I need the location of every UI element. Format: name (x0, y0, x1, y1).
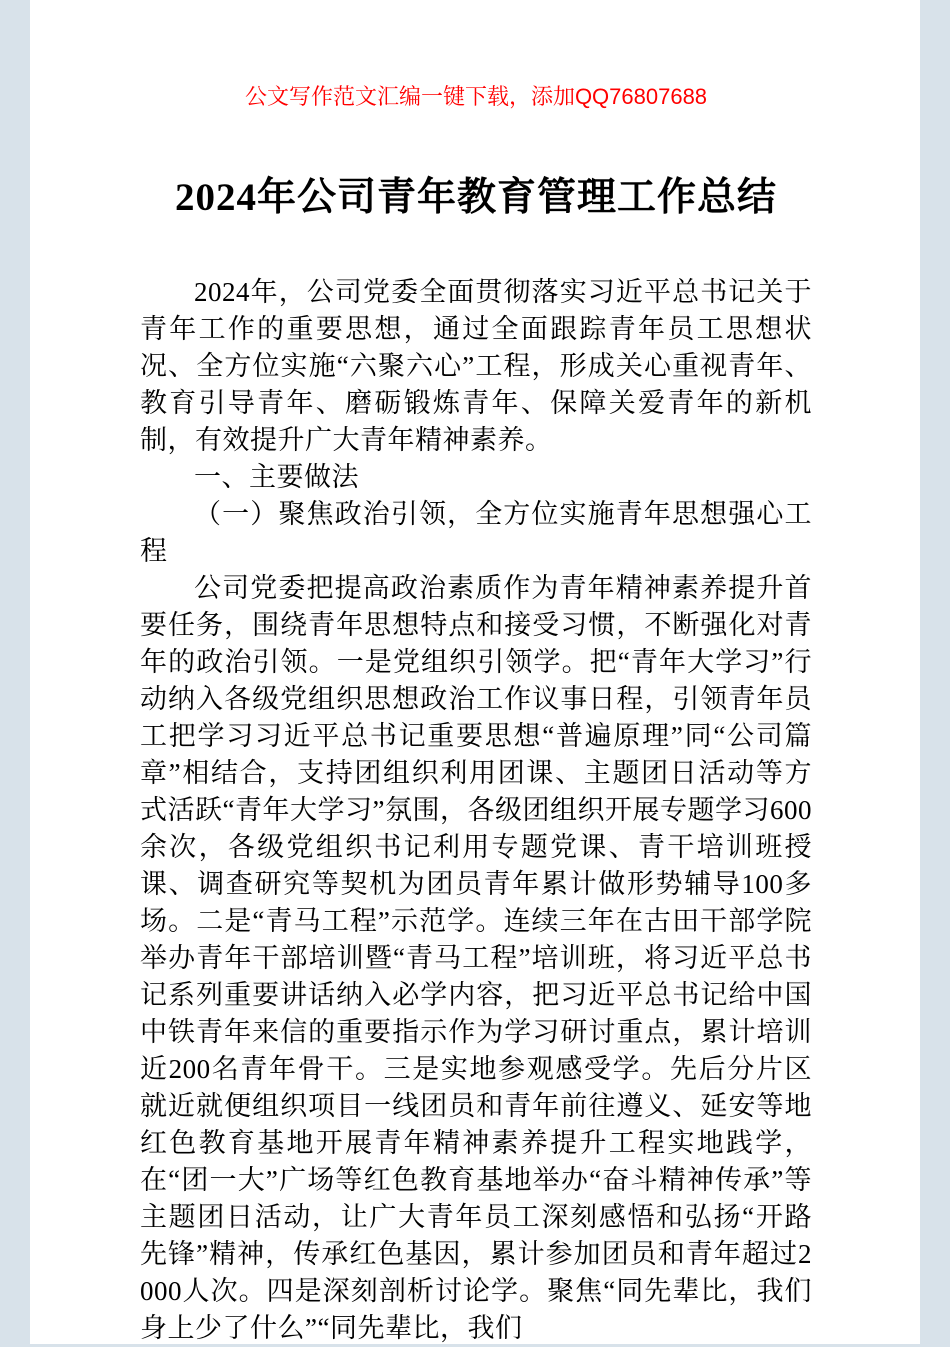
intro-paragraph: 2024年，公司党委全面贯彻落实习近平总书记关于青年工作的重要思想，通过全面跟踪青年员工思想状况、全方位实施“六聚六心”工程，形成关心重视青年、教育引导青年、磨砺锻炼青年、保障关爱青年的新机制，有效提升广大青年精神素养。 (140, 277, 812, 455)
body-paragraph: 公司党委把提高政治素质作为青年精神素养提升首要任务，围绕青年思想特点和接受习惯，不断强化对青年的政治引领。一是党组织引领学。把“青年大学习”行动纳入各级党组织思想政治工作议事日程，引领青年员工把学习习近平总书记重要思想“普遍原理”同“公司篇章”相结合，支持团组织利用团课、主题团日活动等方式活跃“青年大学习”氛围，各级团组织开展专题学习600余次，各级党组织书记利用专题党课、青干培训班授课、调查研究等契机为团员青年累计做形势辅导100多场。二是“青马工程”示范学。连续三年在古田干部学院举办青年干部培训暨“青马工程”培训班，将习近平总书记系列重要讲话纳入必学内容，把习近平总书记给中国中铁青年来信的重要指示作为学习研讨重点，累计培训近200名青年骨干。三是实地参观感受学。先后分片区就近就便组织项目一线团员和青年前往遵义、延安等地红色教育基地开展青年精神素养提升工程实地践学，在“团一大”广场等红色教育基地举办“奋斗精神传承”等主题团日活动，让广大青年员工深刻感悟和弘扬“开路先锋”精神，传承红色基因，累计参加团员和青年超过2000人次。四是深刻剖析讨论学。聚焦“同先辈比，我们身上少了什么”“同先辈比，我们 (140, 573, 812, 1343)
promo-notice: 公文写作范文汇编一键下载，添加QQ76807688 (244, 84, 708, 109)
document-page (30, 0, 920, 1344)
document-body (140, 274, 812, 1347)
document-title: 2024年公司青年教育管理工作总结 (174, 176, 777, 219)
section-heading: 一、主要做法 (194, 462, 359, 492)
subsection-heading: （一）聚焦政治引领，全方位实施青年思想强心工程 (140, 499, 812, 566)
